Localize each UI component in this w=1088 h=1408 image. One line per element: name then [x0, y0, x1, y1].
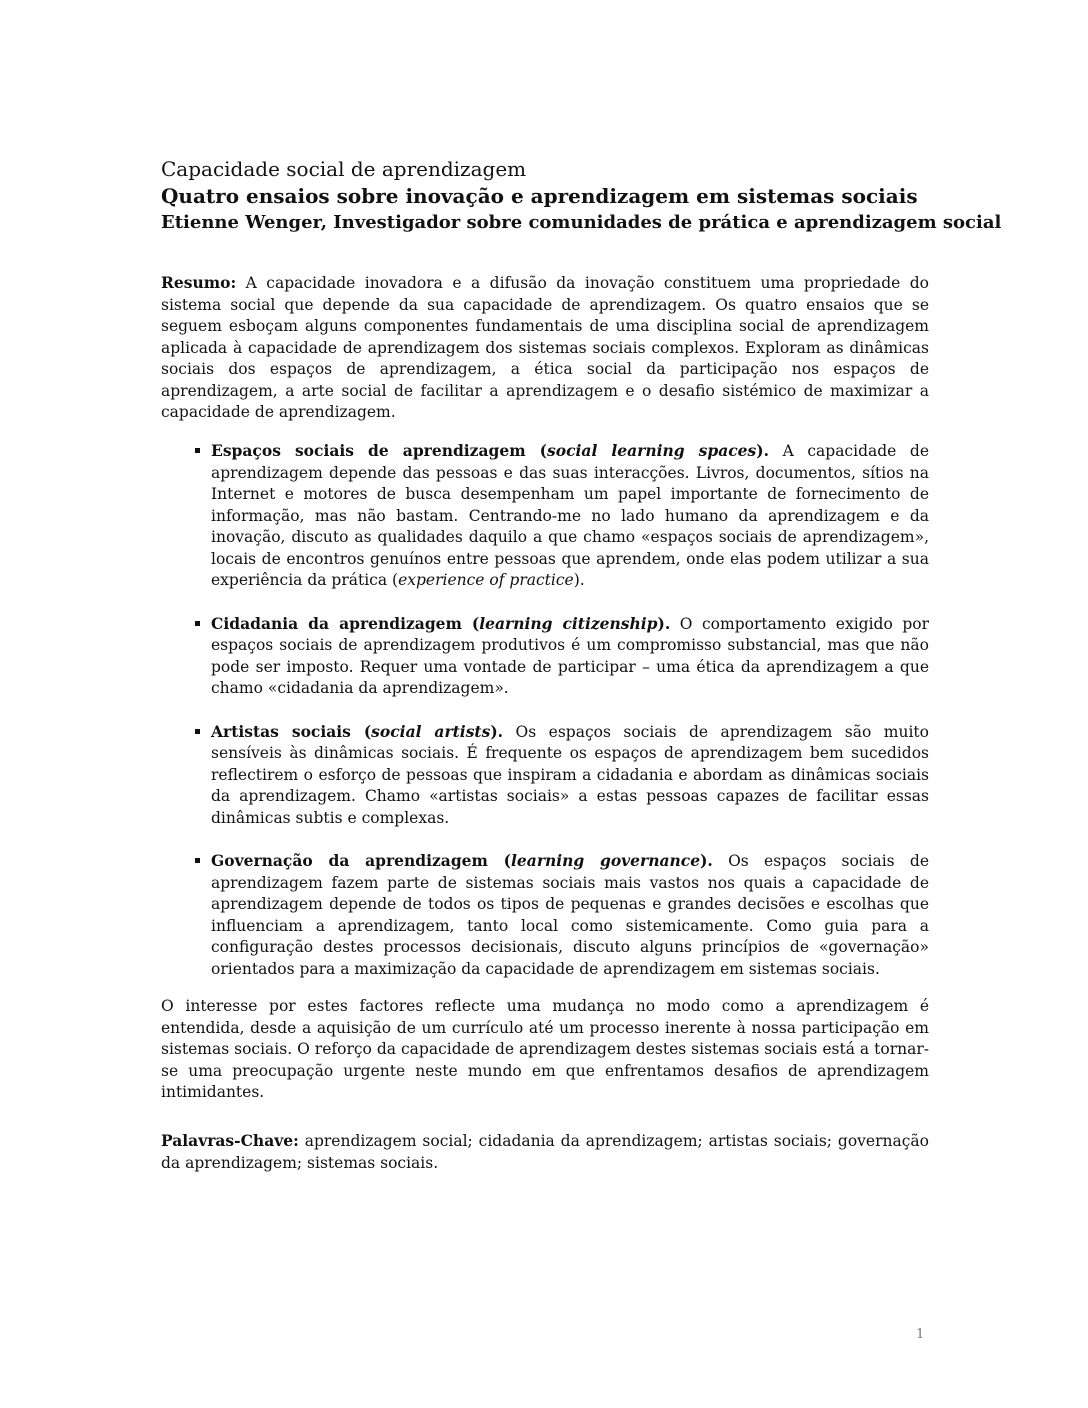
item-term: Cidadania da aprendizagem (: [211, 613, 480, 633]
abstract-text: A capacidade inovadora e a difusão da inovação constituem uma propriedade do sistema social que depende da sua capacidade de aprendizagem. Os quatro ensaios que se seguem esboçam alguns componentes fundamentais de uma disciplina social de aprendizagem aplicada à capacidade de aprendizagem dos sistemas sociais complexos. Exploram as dinâmicas sociais dos espaços de aprendizagem, a ética social da participação nos espaços de aprendizagem, a arte social de facilitar a aprendizagem e o desafio sistémico de maximizar a capacidade de aprendizagem.: [161, 274, 929, 421]
keywords-label: Palavras-Chave:: [161, 1131, 299, 1150]
square-bullet-icon: [195, 858, 200, 863]
abstract-paragraph: [161, 272, 929, 424]
list-item: [161, 721, 929, 830]
square-bullet-icon: [195, 729, 200, 734]
essay-list: [161, 440, 929, 1001]
item-term: Governação da aprendizagem (: [211, 851, 512, 870]
abstract-label: Resumo:: [161, 273, 237, 292]
list-item: [161, 440, 929, 592]
item-text-end: ).: [573, 571, 585, 589]
page-number: 1: [916, 1327, 925, 1342]
item-term-english: learning citizenship: [479, 613, 658, 633]
square-bullet-icon: [195, 448, 200, 453]
item-text: Os espaços sociais de aprendizagem fazem parte de sistemas sociais mais vastos nos quais a capacidade de aprendizagem depende de todos os tipos de pequenas e grandes decisões e escolhas que influenciam a aprendizagem, tanto local como sistemicamente. Como guia para a configuração destes processos decisionais, discuto alguns princípios de «governação» orientados para a maximização da capacidade de aprendizagem em sistemas sociais.: [211, 852, 929, 978]
item-text: Os espaços sociais de aprendizagem são muito sensíveis às dinâmicas sociais. É frequente os espaços de aprendizagem bem sucedidos reflectirem o esforço de pessoas que inspiram a cidadania e abordam as dinâmicas sociais da aprendizagem. Chamo «artistas sociais» a estas pessoas capazes de facilitar essas dinâmicas subtis e complexas.: [211, 722, 929, 827]
item-term-english: social learning spaces: [547, 441, 757, 460]
item-term-close: ).: [700, 851, 713, 870]
item-term: Artistas sociais (: [211, 721, 372, 741]
document-subtitle: Quatro ensaios sobre inovação e aprendizagem em sistemas sociais: [161, 184, 918, 208]
item-term-close: ).: [490, 721, 504, 741]
keywords-paragraph: [161, 1130, 929, 1174]
list-item: [161, 613, 929, 700]
item-text-italic: experience of practice: [398, 571, 574, 589]
list-item: [161, 850, 929, 980]
item-term-close: ).: [756, 441, 770, 460]
closing-paragraph: O interesse por estes factores reflecte uma mudança no modo como a aprendizagem é entendida, desde a aquisição de um currículo até um processo inerente à nossa participação em sistemas sociais. O reforço da capacidade de aprendizagem destes sistemas sociais está a tornar-se uma preocupação urgente neste mundo em que enfrentamos desafios de aprendizagem intimidantes.: [161, 997, 929, 1101]
item-term-close: ).: [657, 613, 671, 633]
square-bullet-icon: [195, 621, 200, 626]
item-text: A capacidade de aprendizagem depende das pessoas e das suas interacções. Livros, documentos, sítios na Internet e motores de busca desempenham um papel importante de fornecimento de informação, mas não bastam. Centrando-me no lado humano da aprendizagem e da inovação, discuto as qualidades daquilo a que chamo «espaços sociais de aprendizagem», locais de encontros genuínos entre pessoas que aprendem, onde elas podem utilizar a sua experiência da prática (: [211, 442, 929, 589]
item-text: O comportamento exigido por espaços sociais de aprendizagem produtivos é um compromisso substancial, mas que não pode ser imposto. Requer uma vontade de participar – uma ética da aprendizagem a que chamo «cidadania da aprendizagem».: [211, 614, 929, 697]
document-title: Capacidade social de aprendizagem: [161, 157, 527, 181]
document-header: [161, 156, 1002, 236]
item-term-english: social artists: [371, 721, 491, 741]
keywords-text: aprendizagem social; cidadania da aprendizagem; artistas sociais; governação da aprendizagem; sistemas sociais.: [161, 1132, 929, 1172]
document-author: Etienne Wenger, Investigador sobre comunidades de prática e aprendizagem social: [161, 212, 1002, 233]
item-term: Espaços sociais de aprendizagem (: [211, 441, 548, 460]
item-term-english: learning governance: [511, 851, 701, 870]
